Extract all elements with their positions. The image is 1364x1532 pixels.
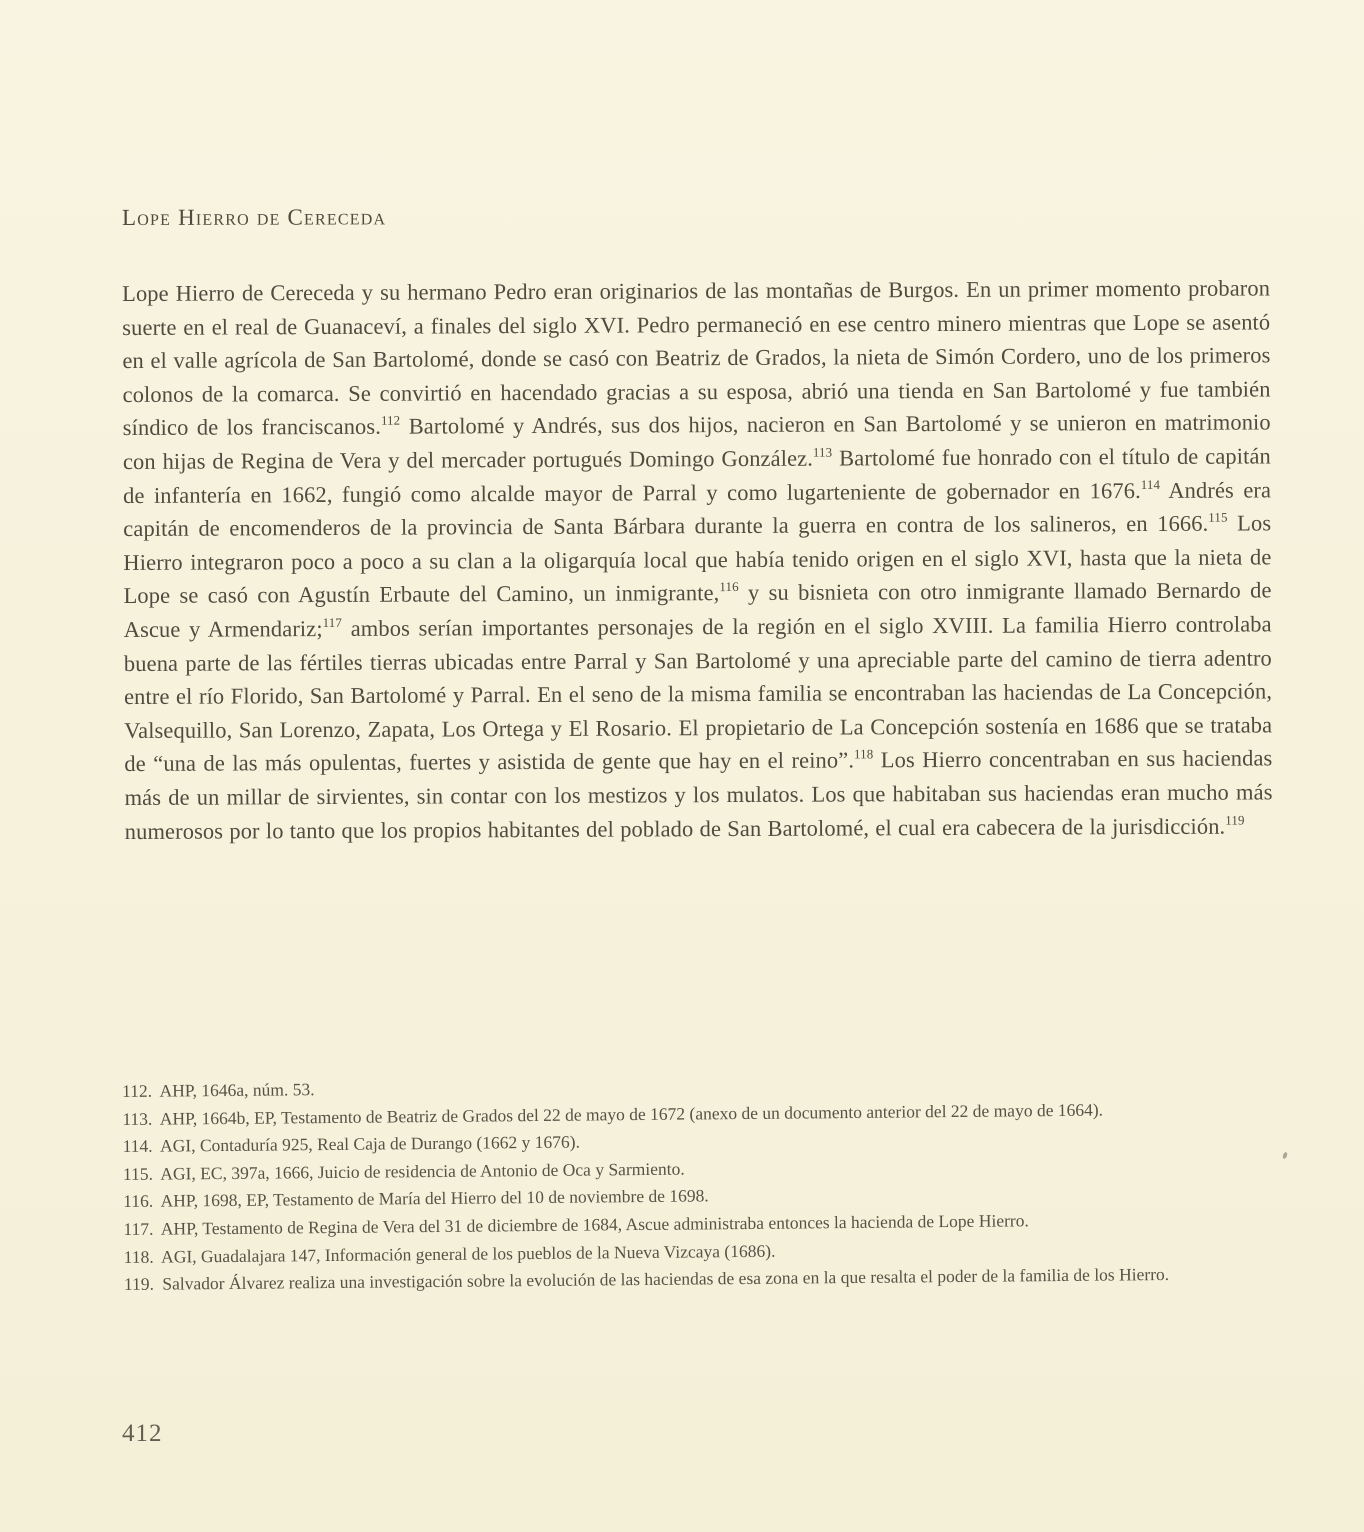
footnote-ref: 113 — [812, 444, 833, 460]
footnote-number: 116. — [123, 1191, 154, 1212]
footnote-number: 113. — [122, 1108, 153, 1129]
footnote-text: Salvador Álvarez realiza una investigación sobre la evolución de las haciendas de esa zona en la que resalta el poder de la familia de los Hierro. — [157, 1264, 1170, 1294]
page-number: 412 — [122, 1420, 163, 1447]
footnote-text: AGI, EC, 397a, 1666, Juicio de residencia de Antonio de Oca y Sarmiento. — [156, 1158, 685, 1184]
footnote-ref: 119 — [1225, 812, 1245, 828]
footnote-text: AHP, 1646a, núm. 53. — [156, 1079, 315, 1101]
footnote-number: 119. — [123, 1273, 155, 1295]
footnote-number: 117. — [123, 1218, 154, 1239]
footnotes-section — [122, 1067, 1299, 1299]
footnote-ref: 116 — [719, 579, 739, 595]
footnote-number: 114. — [122, 1135, 153, 1157]
footnote-text: AHP, 1698, EP, Testamento de María del Hierro del 10 de noviembre de 1698. — [157, 1185, 709, 1212]
footnote-text: AGI, Contaduría 925, Real Caja de Durango (1662 y 1676). — [156, 1131, 581, 1156]
footnote-text: AHP, 1664b, EP, Testamento de Beatriz de Grados del 22 de mayo de 1672 (anexo de un documento anterior del 22 de mayo de 1664). — [156, 1099, 1104, 1129]
body-paragraph: Lope Hierro de Cereceda y su hermano Pedro eran originarios de las montañas de Burgos. En un primer momento probaron suerte en el real de Guanaceví, a finales del siglo XVI. Pedro permaneció en ese centro minero mientras que Lope se asentó en el valle agrícola de San Bartolomé, donde se casó con Beatriz de Grados, la nieta de Simón Cordero, uno de los primeros colonos de la comarca. Se convirtió en hacendado gracias a su esposa, abrió una tienda en San Bartolomé y fue también síndico de los franciscanos.$^{112}$ Bartolomé y Andrés, sus dos hijos, nacieron en San Bartolomé y se unieron en matrimonio con hijas de Regina de Vera y del mercader portugués Domingo González.$^{113}$ Bartolomé fue honrado con el título de capitán de infantería en 1662, fungió como alcalde mayor de Parral y como lugarteniente de gobernador en 1676.$^{114}$ Andrés era capitán de encomenderos de la provincia de Santa Bárbara durante la guerra en contra de los salineros, en 1666.$^{115}$ Los Hierro integraron poco a poco a su clan a la oligarquía local que había tenido origen en el siglo XVI, hasta que la nieta de Lope se casó con Agustín Erbaute del Camino, un inmigrante,$^{116}$ y su bisnieta con otro inmigrante llamado Bernardo de Ascue y Armendariz;$^{117}$ ambos serían importantes personajes de la región en el siglo XVIII. La familia Hierro controlaba buena parte de las fértiles tierras ubicadas entre Parral y San Bartolomé y una apreciable parte del camino de tierra adentro entre el río Florido, San Bartolomé y Parral. En el seno de la misma familia se encontraban las haciendas de La Concepción, Valsequillo, San Lorenzo, Zapata, Los Ortega y El Rosario. El propietario de La Concepción sostenía en 1686 que se trataba de “una de las más opulentas, fuertes y asistida de gente que hay en el reino”.$^{118}$ Los Hierro concentraban en sus haciendas más de un millar de sirvientes, sin contar con los mestizos y los mulatos. Los que habitaban sus haciendas eran mucho más numerosos por lo tanto que los propios habitantes del poblado de San Bartolomé, el cual era cabecera de la jurisdicción.$^{119}$ — [122, 275, 1273, 844]
footnote-number: 112. — [122, 1080, 153, 1101]
footnote-number: 118. — [123, 1246, 154, 1267]
footnote-ref: 112 — [380, 413, 401, 429]
footnote-ref: 118 — [853, 746, 874, 762]
footnote-ref: 115 — [1208, 509, 1228, 525]
section-heading: Lope Hierro de Cereceda — [122, 204, 387, 230]
footnote-text: AGI, Guadalajara 147, Información general de los pueblos de la Nueva Vizcaya (1686). — [157, 1240, 776, 1267]
footnote-ref: 114 — [1140, 476, 1161, 492]
footnote-number: 115. — [122, 1163, 153, 1184]
footnote-ref: 117 — [322, 614, 343, 630]
footnote-text: AHP, Testamento de Regina de Vera del 31 de diciembre de 1684, Ascue administraba entonces la hacienda de Lope Hierro. — [157, 1210, 1029, 1239]
